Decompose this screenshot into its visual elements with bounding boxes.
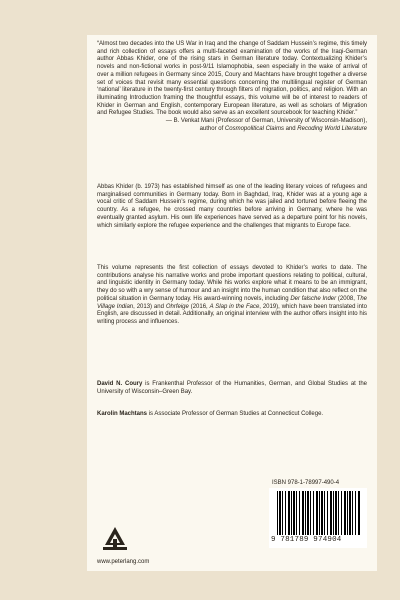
volume-paragraph <box>97 265 367 327</box>
book-title-cosmopolitical-claims: Cosmopolitical Claims <box>224 125 284 132</box>
novel-title-a-slap-in-the-face: A Slap in the Face <box>209 303 260 310</box>
barcode-digits: 9 781789 974904 <box>271 536 342 544</box>
peter-lang-logo-icon <box>99 525 131 555</box>
editor-bio-coury <box>97 381 367 396</box>
isbn-label: ISBN 978-1-78997-490-4 <box>272 480 340 486</box>
publisher-url[interactable]: www.peterlang.com <box>97 559 150 565</box>
endorsement-attribution <box>97 118 367 133</box>
novel-title-the-village-indian: The Village Indian <box>97 295 367 310</box>
volume-text-3: , 2013) and <box>133 303 166 310</box>
volume-text-4: (2016, <box>188 303 210 310</box>
attribution-and: and <box>283 125 298 132</box>
author-paragraph: Abbas Khider (b. 1973) has established himself as one of the leading literary voices of refugees and marginalised communities in Germany today. Born in Baghdad, Iraq, Khider was at a young age a vocal critic of Saddam Hussein’s regime, during which he was jailed and tortured before fleeing the country. As a refugee, he crossed many countries before arriving in Germany, where he was eventually granted asylum. His own life experiences have served as a departure point for his novels, which similarly explore the refugee experience and the challenges that migrants to Europe face. <box>97 184 367 229</box>
editor-name-machtans: Karolin Machtans <box>97 411 148 417</box>
editor-bio-text-coury: is Frankenthal Professor of the Humanities, German, and Global Studies at the University of Wisconsin–Green Bay. <box>97 381 367 395</box>
back-cover-panel <box>87 35 377 571</box>
volume-text-1: This volume represents the first collection of essays devoted to Khider’s works to date. The contributions analyse his narrative works and probe important questions relating to political, cultural, and linguistic identity in Germany today. While his works explore what it means to be an immigrant, they do so with a wry sense of humour and an insight into the human condition that also reflect on the political situation in Germany today. His award-winning novels, including <box>97 265 367 302</box>
editor-bio-text-machtans: is Associate Professor of German Studies at Connecticut College. <box>147 411 324 417</box>
barcode <box>269 488 367 548</box>
volume-text-2: (2008, <box>336 295 357 302</box>
attribution-prefix: author of <box>199 125 225 132</box>
book-title-recoding-world-literature: Recoding World Literature <box>297 125 367 132</box>
endorsement-quote: “Almost two decades into the US War in Iraq and the change of Saddam Hussein’s regime, this timely and rich collection of essays offers a multi-faceted examination of the works of the Iraqi-German author Abbas Khider, one of the rising stars in German literature today. Contextualizing Khider’s novels and non-fictional works in post-9/11 Islamophobia, seen especially in the wake of arrival of over a million refugees in Germany since 2015, Coury and Machtans have brought together a diverse set of voices that revisit many essential questions concerning the multilingual register of German ‘national’ literature in the twenty-first century through filters of migration, politics, and religion. With an illuminating Introduction framing the thoughtful essays, this volume will be of interest to readers of Khider in German and English, contemporary European literature, as well as scholars of Migration and Refugee Studies. The book would also serve as an excellent sourcebook for teaching Khider.” <box>97 41 367 117</box>
volume-text-5: , 2019), which have been translated into English, are discussed in detail. Additionally, an original interview with the author offers insight into his writing process and influences. <box>97 303 367 325</box>
novel-title-der-falsche-inder: Der falsche Inder <box>290 295 337 302</box>
novel-title-ohrfeige: Ohrfeige <box>165 303 189 310</box>
editor-name-coury: David N. Coury <box>97 381 143 387</box>
attribution-line1: — B. Venkat Mani (Professor of German, University of Wisconsin-Madison), <box>165 118 367 125</box>
endorsement <box>97 41 367 133</box>
editor-bio-machtans <box>97 411 367 419</box>
barcode-bars <box>277 491 361 535</box>
